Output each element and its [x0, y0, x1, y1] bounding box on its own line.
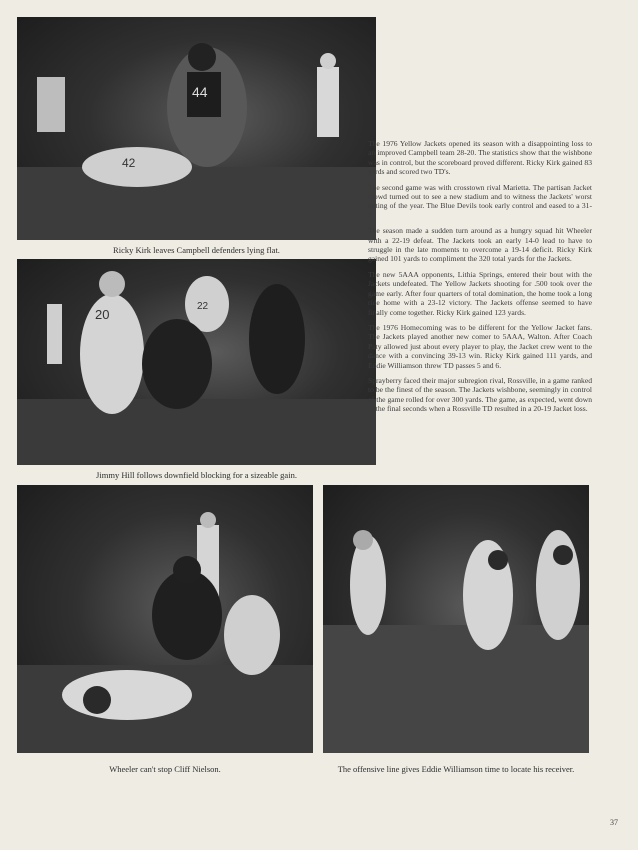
season-recap-article: [368, 139, 592, 420]
jersey-number-44: 44: [192, 84, 208, 100]
article-paragraph: The second game was with crosstown rival Marietta. The partisan Jacket crowd turned out to see a new stadium and to witness the Jackets' worst outing of the year. The Blue Devils took early control and eased to a 31-7.: [368, 182, 592, 220]
caption-photo-1: Ricky Kirk leaves Campbell defenders lying flat.: [113, 245, 280, 255]
jersey-number-22: 22: [197, 301, 209, 312]
article-paragraph: Sprayberry faced their major subregion rival, Rossville, in a game ranked to be the finest of the season. The Jackets wishbone, seemingly in control of the game rolled for over 300 yards. The game, as expected, went down to the final seconds when a Rossville TD resulted in a 20-19 Jacket loss.: [368, 375, 592, 414]
football-tackle-illustration: [17, 485, 313, 753]
photo-jimmy-hill: [17, 259, 376, 465]
page-number: 37: [610, 818, 618, 827]
jersey-number-20: 20: [95, 307, 110, 322]
caption-photo-3: Wheeler can't stop Cliff Nielson.: [109, 764, 221, 774]
photo-ricky-kirk: [17, 17, 376, 240]
article-paragraph: The new 5AAA opponents, Lithia Springs, entered their bout with the Jackets undefeated. The Yellow Jackets shooting for .500 took over the game early. After four quarters of total domination, the home took a long ride home with a 23-12 victory. The Jackets offense seemed to have finally come together. Ricky Kirk gained 123 yards.: [368, 269, 592, 317]
article-paragraph: The 1976 Homecoming was to be different for the Yellow Jacket fans. The Jackets played another new comer to 5AAA, Walton. After Coach Paty allowed just about every player to play, the Jacket crew went to the dance with a convincing 39-13 win. Ricky Kirk gained 111 yards, and Eddie Williamson threw TD passes 5 and 6.: [368, 322, 592, 370]
photo-cliff-nielson: [17, 485, 313, 753]
caption-photo-2: Jimmy Hill follows downfield blocking for a sizeable gain.: [96, 470, 297, 480]
football-action-illustration: [17, 17, 376, 240]
jersey-number-42: 42: [122, 156, 136, 170]
article-paragraph: The 1976 Yellow Jackets opened its season with a disappointing loss to an improved Campbell team 28-20. The statistics show that the wishbone was in control, but the scoreboard proved different. Ricky Kirk gained 83 yards and scored two TD's.: [368, 139, 592, 177]
caption-photo-4: The offensive line gives Eddie Williamson time to locate his receiver.: [337, 764, 575, 774]
football-passing-illustration: [323, 485, 589, 753]
football-blocking-illustration: [17, 259, 376, 465]
photo-eddie-williamson: [323, 485, 589, 753]
article-paragraph: The season made a sudden turn around as a hungry squad hit Wheeler with a 22-19 defeat. The Jackets took an early 14-0 lead to have to struggle in the late moments to overcome a 19-14 deficit. Ricky Kirk gained 101 yards to compliment the 320 total yards for the Jackets.: [368, 226, 592, 264]
